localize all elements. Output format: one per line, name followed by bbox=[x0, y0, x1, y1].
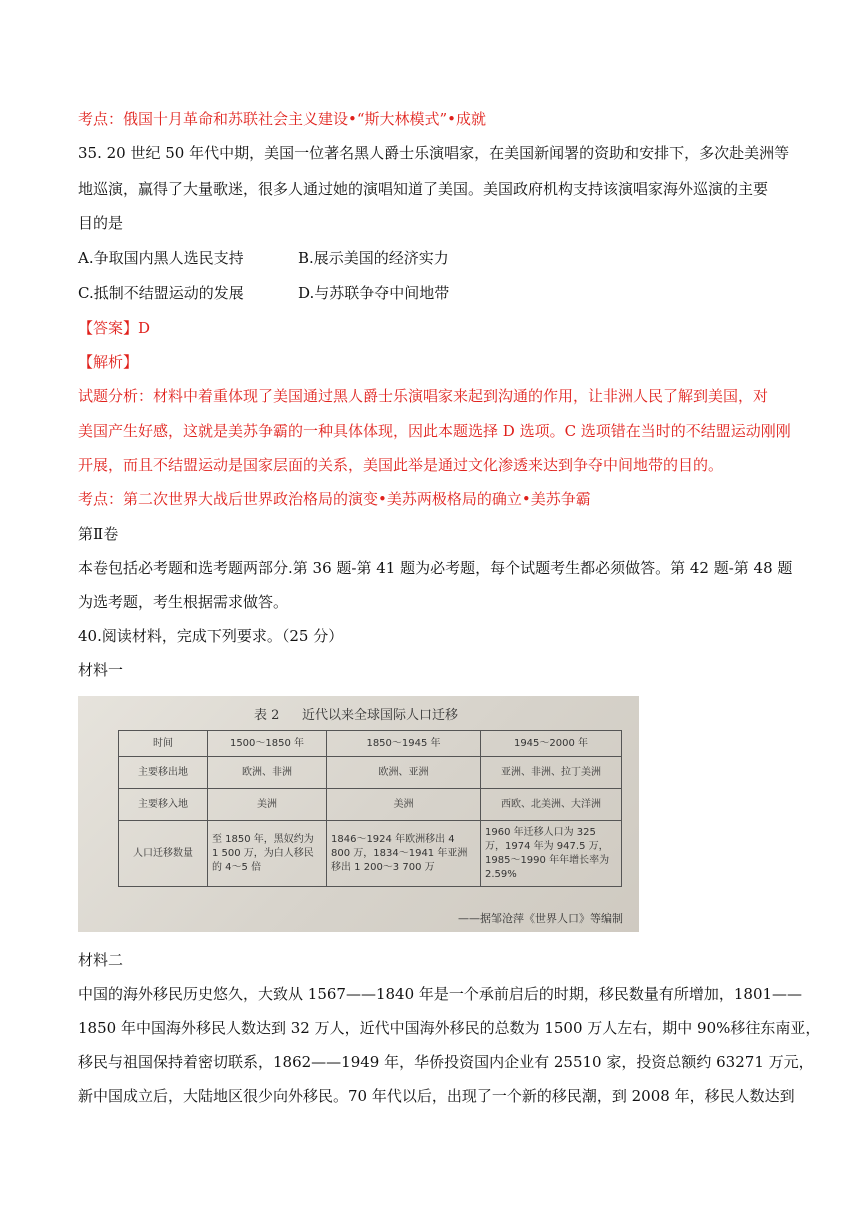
section2-intro-line-2: 为选考题，考生根据需求做答。 bbox=[78, 593, 289, 611]
table-cell: 1960 年迁移人口为 325 万，1974 年为 947.5 万，1985～1990 年年增长率为 2.59% bbox=[481, 821, 622, 887]
material2-line-1: 中国的海外移民历史悠久，大致从 1567——1840 年是一个承前启后的时期，移民数量有所增加，1801—— bbox=[78, 985, 803, 1003]
table-header-time: 时间 bbox=[119, 731, 208, 757]
material2-line-4: 新中国成立后，大陆地区很少向外移民。70 年代以后，出现了一个新的移民潮，到 2008 年，移民人数达到 bbox=[78, 1087, 795, 1105]
q35-option-c: C.抵制不结盟运动的发展 bbox=[78, 284, 244, 302]
q35-stem-line-2: 地巡演，赢得了大量歌迷，很多人通过她的演唱知道了美国。美国政府机构支持该演唱家海外巡演的主要 bbox=[78, 180, 769, 198]
table-caption-number: 表 2 bbox=[254, 708, 280, 723]
q35-option-b: B.展示美国的经济实力 bbox=[298, 249, 449, 267]
section2-title: 第Ⅱ卷 bbox=[78, 525, 119, 543]
table-header-period-1: 1500～1850 年 bbox=[208, 731, 327, 757]
table-row-label-out: 主要移出地 bbox=[119, 757, 208, 789]
table-cell: 至 1850 年，黑奴约为 1 500 万，为白人移民的 4～5 倍 bbox=[208, 821, 327, 887]
table-cell: 1846～1924 年欧洲移出 4 800 万，1834～1941 年亚洲移出 1 200～3 700 万 bbox=[327, 821, 481, 887]
q35-answer: 【答案】D bbox=[78, 319, 151, 337]
table-source: ——据邹沧萍《世界人口》等编制 bbox=[458, 912, 623, 925]
q35-option-d: D.与苏联争夺中间地带 bbox=[298, 284, 450, 302]
table-cell: 西欧、北美洲、大洋洲 bbox=[481, 789, 622, 821]
table-cell: 欧洲、亚洲 bbox=[327, 757, 481, 789]
migration-table bbox=[118, 730, 622, 887]
section2-intro-line-1: 本卷包括必考题和选考题两部分.第 36 题-第 41 题为必考题，每个试题考生都必须做答。第 42 题-第 48 题 bbox=[78, 559, 793, 577]
q35-kaodian: 考点：第二次世界大战后世界政治格局的演变•美苏两极格局的确立•美苏争霸 bbox=[78, 490, 591, 508]
table-row-label-count: 人口迁移数量 bbox=[119, 821, 208, 887]
q35-analysis-label: 【解析】 bbox=[78, 353, 139, 371]
material2-label: 材料二 bbox=[78, 951, 124, 969]
q35-stem-line-3: 目的是 bbox=[78, 214, 124, 232]
table-cell: 亚洲、非洲、拉丁美洲 bbox=[481, 757, 622, 789]
table-header-period-2: 1850～1945 年 bbox=[327, 731, 481, 757]
table-cell: 美洲 bbox=[208, 789, 327, 821]
material1-label: 材料一 bbox=[78, 661, 124, 679]
kaodian-1: 考点：俄国十月革命和苏联社会主义建设•“斯大林模式”•成就 bbox=[78, 110, 487, 128]
q35-analysis-line-1: 试题分析：材料中着重体现了美国通过黑人爵士乐演唱家来起到沟通的作用，让非洲人民了解到美国，对 bbox=[78, 387, 769, 405]
q35-analysis-line-3: 开展，而且不结盟运动是国家层面的关系，美国此举是通过文化渗透来达到争夺中间地带的目的。 bbox=[78, 456, 724, 474]
material1-table-photo bbox=[78, 696, 639, 932]
q40-title: 40.阅读材料，完成下列要求。（25 分） bbox=[78, 627, 344, 645]
q35-option-a: A.争取国内黑人选民支持 bbox=[78, 249, 244, 267]
table-cell: 美洲 bbox=[327, 789, 481, 821]
q35-stem-line-1: 35. 20 世纪 50 年代中期，美国一位著名黑人爵士乐演唱家，在美国新闻署的资助和安排下，多次赴美洲等 bbox=[78, 144, 790, 162]
material2-line-2: 1850 年中国海外移民人数达到 32 万人，近代中国海外移民的总数为 1500 万人左右，期中 90%移往东南亚， bbox=[78, 1019, 821, 1037]
table-header-period-3: 1945～2000 年 bbox=[481, 731, 622, 757]
table-cell: 欧洲、非洲 bbox=[208, 757, 327, 789]
table-caption-title: 近代以来全球国际人口迁移 bbox=[302, 708, 459, 723]
table-row-label-in: 主要移入地 bbox=[119, 789, 208, 821]
q35-analysis-line-2: 美国产生好感，这就是美苏争霸的一种具体体现，因此本题选择 D 选项。C 选项错在当时的不结盟运动刚刚 bbox=[78, 422, 791, 440]
material2-line-3: 移民与祖国保持着密切联系，1862——1949 年，华侨投资国内企业有 25510 家，投资总额约 63271 万元， bbox=[78, 1053, 814, 1071]
